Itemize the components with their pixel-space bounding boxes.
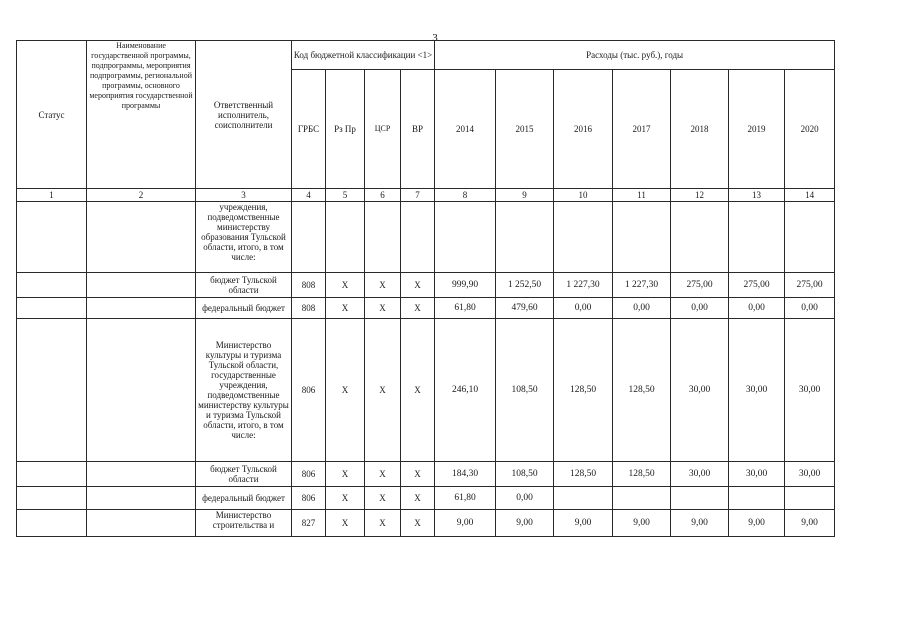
value-cell [729, 487, 785, 510]
status-cell [17, 462, 87, 487]
responsible-cell: Министерство культуры и туризма Тульской области, государственные учреждения, подведомственные министерству культуры и туризма Тульской области, итого, в том числе: [196, 319, 292, 462]
header-year: 2018 [671, 70, 729, 189]
header-year: 2014 [435, 70, 496, 189]
header-year: 2019 [729, 70, 785, 189]
value-cell: 128,50 [554, 319, 613, 462]
rzpr-cell: Х [326, 319, 365, 462]
csr-cell: Х [365, 319, 401, 462]
value-cell: 275,00 [785, 273, 835, 298]
value-cell: 128,50 [613, 319, 671, 462]
rzpr-cell: Х [326, 298, 365, 319]
value-cell: 999,90 [435, 273, 496, 298]
responsible-cell: бюджет Тульской области [196, 273, 292, 298]
column-number: 2 [87, 189, 196, 202]
name-cell [87, 487, 196, 510]
name-cell [87, 273, 196, 298]
vr-cell: Х [401, 510, 435, 537]
value-cell: 128,50 [613, 462, 671, 487]
vr-cell: Х [401, 487, 435, 510]
value-cell [671, 487, 729, 510]
csr-cell: Х [365, 298, 401, 319]
value-cell [671, 202, 729, 273]
value-cell: 108,50 [496, 319, 554, 462]
grbs-cell: 806 [292, 319, 326, 462]
value-cell: 0,00 [496, 487, 554, 510]
name-cell [87, 319, 196, 462]
name-cell [87, 510, 196, 537]
grbs-cell: 806 [292, 462, 326, 487]
value-cell: 1 227,30 [613, 273, 671, 298]
grbs-cell: 806 [292, 487, 326, 510]
vr-cell [401, 202, 435, 273]
column-number: 6 [365, 189, 401, 202]
value-cell: 479,60 [496, 298, 554, 319]
value-cell: 9,00 [785, 510, 835, 537]
value-cell: 30,00 [671, 319, 729, 462]
value-cell: 0,00 [729, 298, 785, 319]
value-cell: 9,00 [496, 510, 554, 537]
value-cell: 30,00 [785, 319, 835, 462]
column-number: 5 [326, 189, 365, 202]
vr-cell: Х [401, 273, 435, 298]
column-number: 14 [785, 189, 835, 202]
value-cell [729, 202, 785, 273]
name-cell [87, 298, 196, 319]
value-cell: 61,80 [435, 298, 496, 319]
column-number: 4 [292, 189, 326, 202]
rzpr-cell: Х [326, 273, 365, 298]
value-cell [554, 487, 613, 510]
header-rzpr: Рз Пр [326, 70, 365, 189]
value-cell: 184,30 [435, 462, 496, 487]
grbs-cell: 808 [292, 298, 326, 319]
value-cell: 30,00 [671, 462, 729, 487]
value-cell: 128,50 [554, 462, 613, 487]
value-cell [435, 202, 496, 273]
value-cell: 0,00 [671, 298, 729, 319]
value-cell: 30,00 [729, 462, 785, 487]
column-number: 9 [496, 189, 554, 202]
header-year: 2016 [554, 70, 613, 189]
responsible-cell: Министерство строительства и [196, 510, 292, 537]
header-vr: ВР [401, 70, 435, 189]
value-cell [613, 202, 671, 273]
header-year: 2020 [785, 70, 835, 189]
column-number: 13 [729, 189, 785, 202]
page-number: 3 [432, 32, 438, 44]
value-cell: 9,00 [671, 510, 729, 537]
header-year: 2015 [496, 70, 554, 189]
header-responsible: Ответственный исполнитель, соисполнители [196, 41, 292, 189]
value-cell [785, 487, 835, 510]
status-cell [17, 319, 87, 462]
header-expenses: Расходы (тыс. руб.), годы [435, 41, 835, 70]
header-grbs: ГРБС [292, 70, 326, 189]
responsible-cell: учреждения, подведомственные министерству образования Тульской области, итого, в том числе: [196, 202, 292, 273]
vr-cell: Х [401, 462, 435, 487]
value-cell: 0,00 [785, 298, 835, 319]
csr-cell: Х [365, 487, 401, 510]
header-status: Статус [17, 41, 87, 189]
responsible-cell: федеральный бюджет [196, 298, 292, 319]
value-cell: 0,00 [554, 298, 613, 319]
status-cell [17, 510, 87, 537]
status-cell [17, 487, 87, 510]
name-cell [87, 462, 196, 487]
budget-table [16, 40, 835, 537]
rzpr-cell: Х [326, 510, 365, 537]
value-cell: 1 252,50 [496, 273, 554, 298]
column-number: 3 [196, 189, 292, 202]
value-cell [785, 202, 835, 273]
header-year: 2017 [613, 70, 671, 189]
grbs-cell: 827 [292, 510, 326, 537]
csr-cell: Х [365, 462, 401, 487]
column-number: 8 [435, 189, 496, 202]
value-cell: 30,00 [785, 462, 835, 487]
csr-cell [365, 202, 401, 273]
rzpr-cell: Х [326, 487, 365, 510]
value-cell [613, 487, 671, 510]
value-cell: 9,00 [613, 510, 671, 537]
header-budget-code: Код бюджетной классификации <1> [292, 41, 435, 70]
responsible-cell: бюджет Тульской области [196, 462, 292, 487]
vr-cell: Х [401, 298, 435, 319]
header-name: Наименование государственной программы, подпрограммы, мероприятия подпрограммы, региональной программы, основного мероприятия государственной программы [87, 41, 196, 189]
value-cell: 9,00 [554, 510, 613, 537]
column-number: 11 [613, 189, 671, 202]
value-cell: 9,00 [729, 510, 785, 537]
column-number: 10 [554, 189, 613, 202]
value-cell: 246,10 [435, 319, 496, 462]
value-cell: 275,00 [671, 273, 729, 298]
value-cell: 275,00 [729, 273, 785, 298]
column-number: 7 [401, 189, 435, 202]
value-cell: 0,00 [613, 298, 671, 319]
value-cell: 1 227,30 [554, 273, 613, 298]
csr-cell: Х [365, 510, 401, 537]
grbs-cell [292, 202, 326, 273]
csr-cell: Х [365, 273, 401, 298]
responsible-cell: федеральный бюджет [196, 487, 292, 510]
value-cell [554, 202, 613, 273]
value-cell: 30,00 [729, 319, 785, 462]
name-cell [87, 202, 196, 273]
value-cell [496, 202, 554, 273]
status-cell [17, 298, 87, 319]
rzpr-cell: Х [326, 462, 365, 487]
column-number: 1 [17, 189, 87, 202]
value-cell: 9,00 [435, 510, 496, 537]
rzpr-cell [326, 202, 365, 273]
column-number: 12 [671, 189, 729, 202]
vr-cell: Х [401, 319, 435, 462]
value-cell: 108,50 [496, 462, 554, 487]
value-cell: 61,80 [435, 487, 496, 510]
header-csr: ЦСР [365, 70, 401, 189]
grbs-cell: 808 [292, 273, 326, 298]
status-cell [17, 273, 87, 298]
status-cell [17, 202, 87, 273]
